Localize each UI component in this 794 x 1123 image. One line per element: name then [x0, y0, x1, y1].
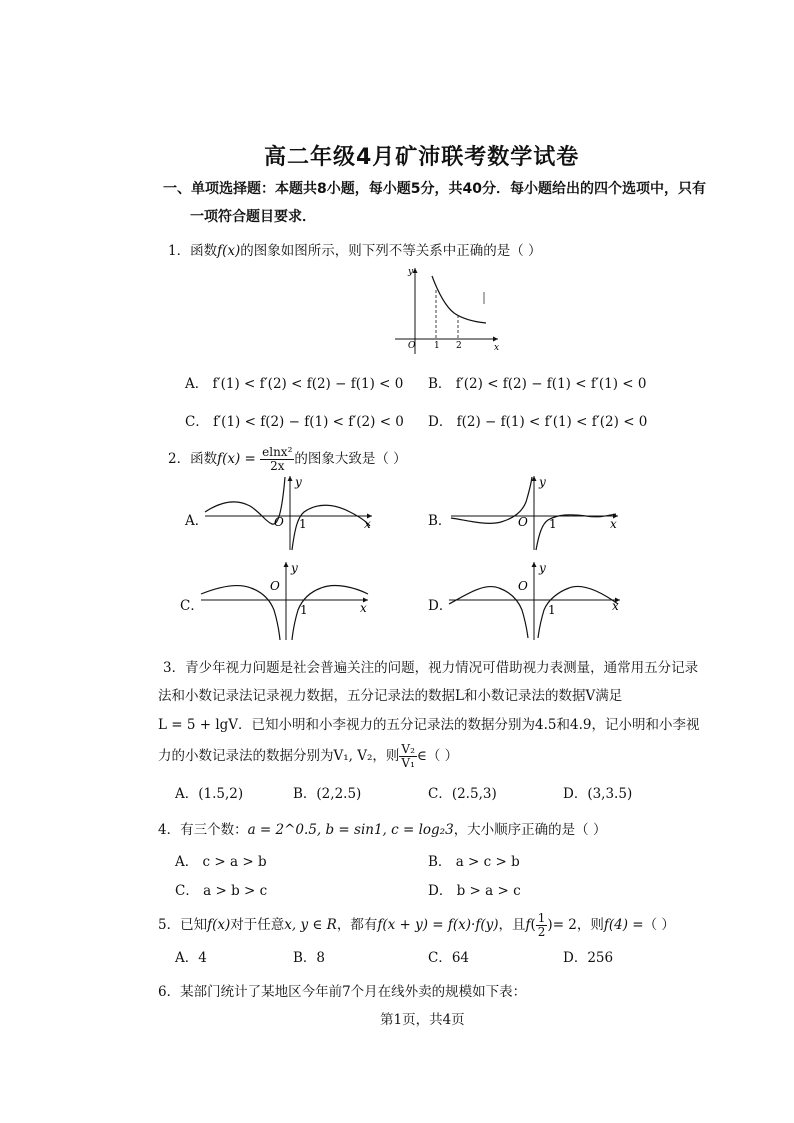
q3-line4-a: 力的小数记录法的数据分别为V₁, V₂，则 [158, 748, 400, 764]
q1-origin-label: O [408, 341, 416, 351]
q1-x-arrow [493, 337, 498, 342]
q3-option-a[interactable]: A．(1.5,2) [175, 786, 244, 802]
q5-stem-c: ，都有 [336, 917, 378, 933]
q1-tick-2: 2 [456, 341, 462, 351]
q3-frac-den: V₁ [401, 756, 415, 770]
q1-option-b[interactable]: B． f′(2) < f(2) − f(1) < f′(1) < 0 [428, 376, 647, 392]
q2b-y-label: y [539, 475, 546, 489]
q1-stem-a: 1．函数 [168, 243, 218, 259]
q2-option-b-letter[interactable]: B． [428, 513, 452, 529]
q1-tick-1: 1 [434, 341, 440, 351]
q2a-x-label: x [364, 517, 371, 531]
question-5-stem: 5．已知f(x)对于任意x, y ∈ R，都有f(x + y) = f(x)·f(y)，且f( $\frac{1}{2}$ )= 2，则f(4) =（ ） [158, 911, 675, 939]
q3-frac-num: V₂ [401, 742, 415, 756]
q2a-y-label: y [295, 475, 302, 489]
q1-option-d[interactable]: D． f(2) − f(1) < f′(1) < f′(2) < 0 [428, 414, 648, 430]
q2d-y-label: y [539, 561, 546, 575]
q5-stem-f4: f(4) = [603, 917, 644, 933]
q5-stem-eq: f(x + y) = f(x)·f(y) [377, 917, 499, 933]
q5-stem-e: = 2，则 [552, 917, 604, 933]
q1-curve [432, 276, 486, 323]
question-2-stem [168, 446, 407, 473]
q2-graph-b[interactable] [446, 472, 626, 552]
q2d-x-label: x [612, 599, 619, 613]
q2-option-d-letter[interactable]: D． [428, 598, 453, 614]
q2a-tick-1: 1 [299, 517, 307, 531]
q3-fraction [399, 743, 416, 770]
q4-option-d[interactable]: D． b > a > c [428, 883, 521, 899]
page-title: 高二年级4月矿沛联考数学试卷 [264, 145, 580, 170]
q5-stem-fx: f(x) [207, 917, 231, 933]
page-footer: 第1页，共4页 [380, 1012, 465, 1028]
q4-stem-a: 4．有三个数： [158, 822, 248, 838]
q2-graph-d[interactable] [444, 558, 628, 642]
q2c-origin-label: O [270, 579, 280, 593]
q2-frac-num: elnx² [262, 445, 293, 459]
q1-option-c[interactable]: C． f′(1) < f(2) − f(1) < f′(2) < 0 [185, 414, 404, 430]
q5-stem-d: ，且 [498, 917, 526, 933]
q4-option-c[interactable]: C． a > b > c [175, 883, 268, 899]
q2-frac-den: 2x [270, 459, 285, 473]
q5-frac-num: 1 [537, 911, 546, 925]
q4-stem-b: ，大小顺序正确的是（ ） [453, 822, 607, 838]
q3-option-c[interactable]: C．(2.5,3) [428, 786, 497, 802]
q1-y-label: y [408, 267, 414, 277]
q2b-tick-1: 1 [549, 517, 557, 531]
q1-option-a[interactable]: A． f′(1) < f′(2) < f(2) − f(1) < 0 [185, 376, 404, 392]
q4-option-b[interactable]: B． a > c > b [428, 854, 520, 870]
q2-option-c-letter[interactable]: C． [180, 598, 204, 614]
q3-option-b[interactable]: B．(2,2.5) [293, 786, 362, 802]
q1-x-label: x [494, 343, 500, 353]
q2d-tick-1: 1 [548, 603, 556, 617]
q2c-x-label: x [360, 601, 367, 615]
q3-line4-b: ∈（ ） [416, 748, 459, 764]
q2-graph-c[interactable] [196, 558, 376, 642]
q5-stem-a: 5．已知 [158, 917, 208, 933]
q1-stem-b: 的图象如图所示，则下列不等关系中正确的是（ ） [240, 243, 542, 259]
q5-option-d[interactable]: D．256 [563, 950, 614, 966]
q5-stem-xy: x, y ∈ R [284, 917, 337, 933]
q2-stem-b: 的图象大致是（ ） [294, 451, 407, 467]
q4-option-a[interactable]: A． c > a > b [175, 854, 267, 870]
q2-fraction [260, 446, 294, 473]
question-6-stem: 6．某部门统计了某地区今年前7个月在线外卖的规模如下表： [158, 984, 527, 1000]
question-3-line-1: 3．青少年视力问题是社会普遍关注的问题，视力情况可借助视力表测量，通常用五分记录 [163, 660, 699, 676]
question-3-line-2: 法和小数记录法记录视力数据，五分记录法的数据L和小数记录法的数据V满足 [158, 688, 623, 704]
question-1-stem [168, 239, 542, 259]
q1-graph [390, 262, 510, 358]
q2b-x-label: x [610, 517, 617, 531]
q5-fraction [536, 912, 548, 939]
q5-option-a[interactable]: A．4 [175, 950, 207, 966]
q5-stem-b: 对于任意 [230, 917, 285, 933]
q2-stem-fx: f(x) = [217, 451, 256, 467]
q3-option-d[interactable]: D．(3,3.5) [563, 786, 633, 802]
q2c-y-label: y [291, 561, 298, 575]
q4-stem-math: a = 2^0.5, b = sin1, c = log₂3 [247, 822, 454, 838]
q2d-origin-label: O [518, 579, 528, 593]
q2a-origin-label: O [274, 515, 284, 529]
question-4-stem [158, 818, 606, 838]
q2-option-a-letter[interactable]: A． [185, 513, 209, 529]
question-3-line-3: L = 5 + lgV．已知小明和小李视力的五分记录法的数据分别为4.5和4.9，记小明和小李视 [158, 717, 700, 733]
section-heading: 一、单项选择题：本题共8小题，每小题5分，共40分．每小题给出的四个选项中，只有 [163, 181, 706, 197]
q5-option-b[interactable]: B．8 [293, 950, 326, 966]
q2-stem-a: 2．函数 [168, 451, 218, 467]
q5-stem-f: f [525, 917, 531, 933]
question-3-line-4 [158, 743, 458, 770]
q1-y-arrow [413, 268, 418, 273]
q1-stem-fx: f(x) [217, 243, 241, 259]
q5-frac-den: 2 [537, 925, 546, 939]
q2c-tick-1: 1 [300, 603, 308, 617]
q2-graph-a[interactable] [200, 472, 380, 552]
q2b-origin-label: O [518, 515, 528, 529]
section-heading-cont: 一项符合题目要求． [190, 209, 316, 225]
q5-option-c[interactable]: C．64 [428, 950, 470, 966]
q5-stem-end: （ ） [643, 917, 675, 933]
